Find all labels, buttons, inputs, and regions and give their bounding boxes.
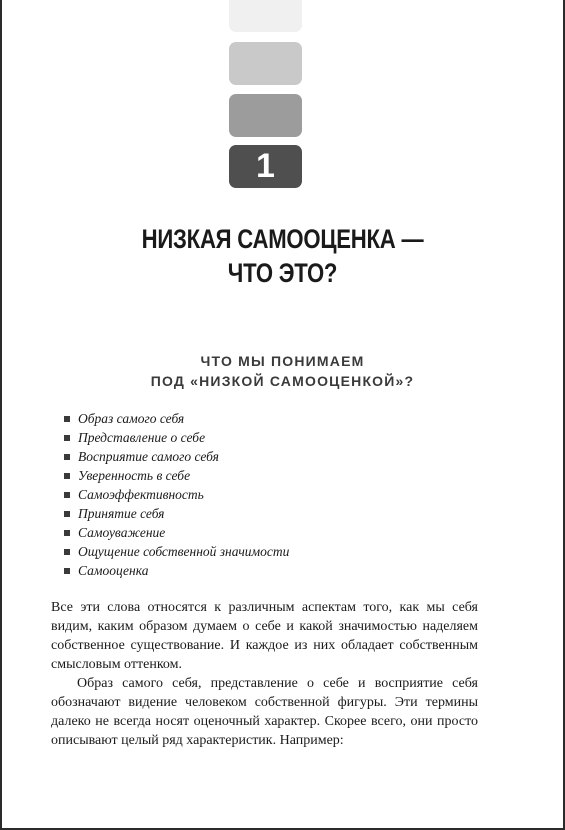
chapter-marker-block [229,0,302,32]
square-bullet-icon [64,492,70,498]
square-bullet-icon [64,473,70,479]
list-item-text: Уверенность в себе [78,468,191,484]
square-bullet-icon [64,549,70,555]
list-item [64,523,289,542]
section-heading-line2: ПОД «НИЗКОЙ САМООЦЕНКОЙ»? [150,373,415,389]
list-item [64,429,289,448]
square-bullet-icon [64,568,70,574]
list-item-text: Ощущение собственной значимости [78,543,290,559]
list-item-text: Образ самого себя [78,411,185,427]
terms-list [64,410,289,580]
body-paragraph: Все эти слова относятся к различным аспектам того, как мы себя видим, каким образом думаем о себе и какой значимостью наделяем собственное существование. И каждое из них обладает собственным смысловым оттенком. [51,600,478,672]
chapter-title-line1: НИЗКАЯ САМООЦЕНКА — [141,224,424,254]
chapter-number: 1 [256,147,275,185]
chapter-title [51,222,514,290]
chapter-number-badge [229,145,302,188]
list-item [64,561,289,580]
list-item [64,504,289,523]
square-bullet-icon [64,511,70,517]
square-bullet-icon [64,416,70,422]
list-item-text: Принятие себя [78,505,165,521]
list-item-text: Самоуважение [78,524,166,540]
chapter-title-line2: ЧТО ЭТО? [227,258,338,288]
chapter-marker-block [229,94,302,137]
square-bullet-icon [64,435,70,441]
section-heading-line1: ЧТО МЫ ПОНИМАЕМ [200,353,365,369]
body-paragraph: Образ самого себя, представление о себе и восприятие себя обозначают видение человеком собственной фигуры. Эти термины далеко не всегда носят оценочный характер. Скорее всего, они просто описывают целый ряд характеристик. Например: [51,676,478,748]
list-item-text: Самооценка [78,562,149,578]
list-item [64,410,289,429]
list-item [64,448,289,467]
list-item-text: Самоэффективность [78,487,204,502]
list-item-text: Восприятие самого себя [78,449,219,465]
section-heading [0,351,565,391]
list-item [64,467,289,486]
list-item [64,486,289,505]
chapter-marker-block [229,42,302,85]
square-bullet-icon [64,454,70,460]
square-bullet-icon [64,530,70,536]
list-item [64,542,289,561]
list-item-text: Представление о себе [78,430,206,446]
